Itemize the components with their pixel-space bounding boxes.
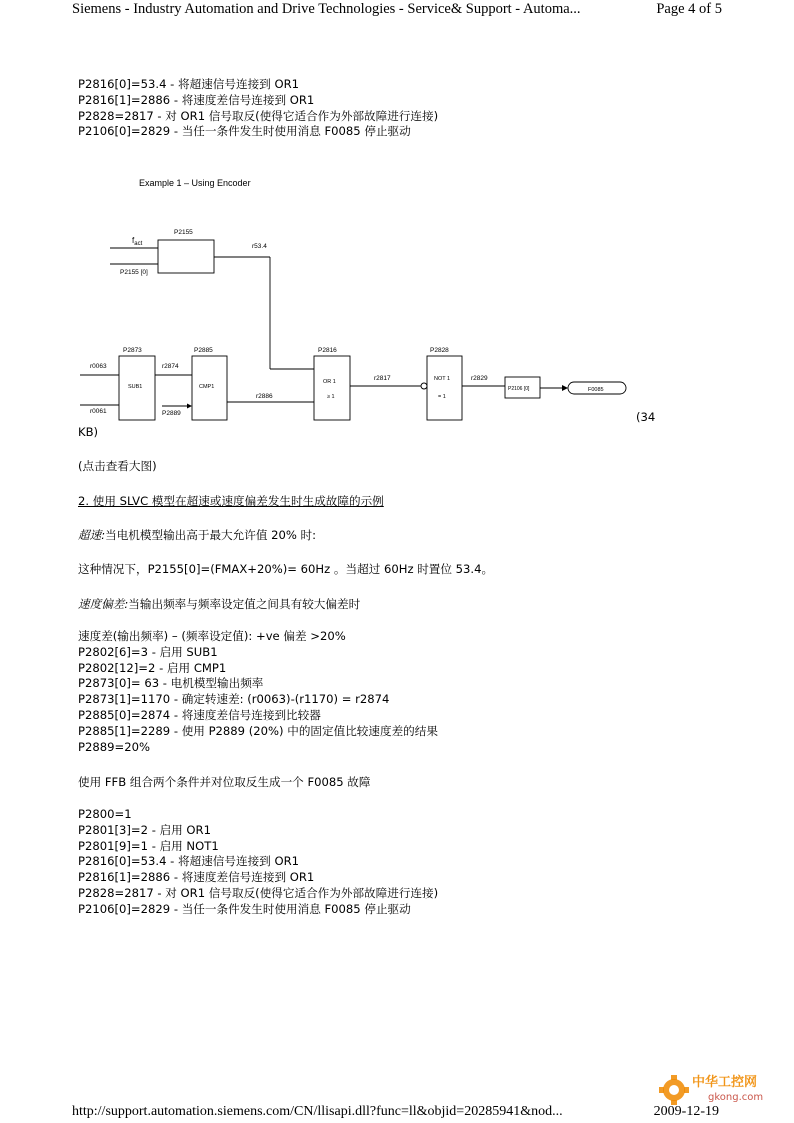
watermark-main: 中华工控网 [692,1075,758,1090]
page-number: Page 4 of 5 [656,1,722,17]
not1-label: NOT 1 [434,376,451,382]
deviation-text: 当输出频率与频率设定值之间具有较大偏差时 [128,597,361,611]
param-line: P2816[1]=2886 - 将速度差信号连接到 OR1 [78,870,315,885]
r0063-label: r0063 [90,363,107,370]
watermark-sub: gkong.com [708,1092,764,1103]
param-list-bottom [78,807,438,918]
overspeed-case: 这种情况下，P2155[0]=(FMAX+20%)= 60Hz 。当超过 60Hz 时置位 53.4。 [78,562,494,576]
deviation-line [78,596,360,612]
p2873-label: P2873 [123,347,142,354]
p2106-label: P2106 [0] [508,386,530,392]
sub1-label: SUB1 [128,384,143,390]
param-line: P2816[1]=2886 - 将速度差信号连接到 OR1 [78,92,315,107]
p2885-label: P2885 [194,347,213,354]
param-line: P2885[0]=2874 - 将速度差信号连接到比较器 [78,707,321,722]
param-line: P2801[3]=2 - 启用 OR1 [78,822,211,837]
page-header-title: Siemens - Industry Automation and Drive Technologies - Service& Support - Automa... [72,1,581,17]
p2155-label: P2155 [174,229,193,236]
not1-symbol: = 1 [438,394,446,400]
r2817-label: r2817 [374,375,391,382]
deviation-label: 速度偏差: [78,597,129,611]
enlarge-link[interactable]: (点击查看大图) [78,459,157,473]
param-list-top [78,77,438,140]
param-line: P2802[6]=3 - 启用 SUB1 [78,644,218,659]
cmp1-label: CMP1 [199,384,215,390]
not1-block [427,356,462,420]
param-line: P2106[0]=2829 - 当任一条件发生时使用消息 F0085 停止驱动 [78,124,411,139]
p2828-label: P2828 [430,347,449,354]
param-list-middle [78,629,438,755]
combine-text: 使用 FFB 组合两个条件并对位取反生成一个 F0085 故障 [78,775,371,789]
param-line: P2828=2817 - 对 OR1 信号取反(使得它适合作为外部故障进行连接) [78,108,439,123]
p2889-label: P2889 [162,410,181,417]
overspeed-text: 当电机模型输出高于最大允许值 20% 时: [105,528,317,542]
r2829-label: r2829 [471,375,488,382]
param-line: P2802[12]=2 - 启用 CMP1 [78,660,227,675]
param-line: P2816[0]=53.4 - 将超速信号连接到 OR1 [78,854,299,869]
page-footer-date: 2009-12-19 [653,1104,719,1119]
param-line: P2801[9]=1 - 启用 NOT1 [78,838,219,853]
p2155-block [158,240,214,273]
image-size-close: KB) [78,425,99,439]
or1-symbol: ≥ 1 [327,394,335,400]
param-line: P2106[0]=2829 - 当任一条件发生时使用消息 F0085 停止驱动 [78,901,411,916]
param-line: P2873[1]=1170 - 确定转速差: (r0063)-(r1170) = r2874 [78,692,390,707]
r2874-label: r2874 [162,363,179,370]
p2155-input-label: P2155 [0] [120,269,148,276]
param-line: 速度差(输出频率) – (频率设定值): +ve 偏差 >20% [78,629,346,643]
param-line: P2889=20% [78,739,150,754]
r0061-label: r0061 [90,408,107,415]
image-size-open: (34 [636,410,656,424]
or1-label: OR 1 [323,379,336,385]
p2816-label: P2816 [318,347,337,354]
page-footer-url: http://support.automation.siemens.com/CN/llisapi.dll?func=ll&objid=20285941&nod... [72,1104,563,1119]
param-line: P2828=2817 - 对 OR1 信号取反(使得它适合作为外部故障进行连接) [78,885,439,900]
section-title-link[interactable]: 2. 使用 SLVC 模型在超速或速度偏差发生时生成故障的示例 [78,494,384,508]
f0085-label: F0085 [588,387,604,393]
fact-label: $f_{act}$ [132,236,143,247]
overspeed-line [78,527,316,543]
overspeed-label: 超速: [78,528,106,542]
param-line: P2800=1 [78,807,132,821]
param-line: P2873[0]= 63 - 电机模型输出频率 [78,676,264,691]
param-line: P2816[0]=53.4 - 将超速信号连接到 OR1 [78,77,299,91]
r2886-label: r2886 [256,393,273,400]
diagram-title: Example 1 – Using Encoder [139,178,251,188]
param-line: P2885[1]=2289 - 使用 P2889 (20%) 中的固定值比较速度差的结果 [78,723,438,738]
r53-4-label: r53.4 [252,243,267,250]
gear-icon [659,1075,689,1105]
or1-block [314,356,350,420]
encoder-diagram-image[interactable] [78,168,638,428]
